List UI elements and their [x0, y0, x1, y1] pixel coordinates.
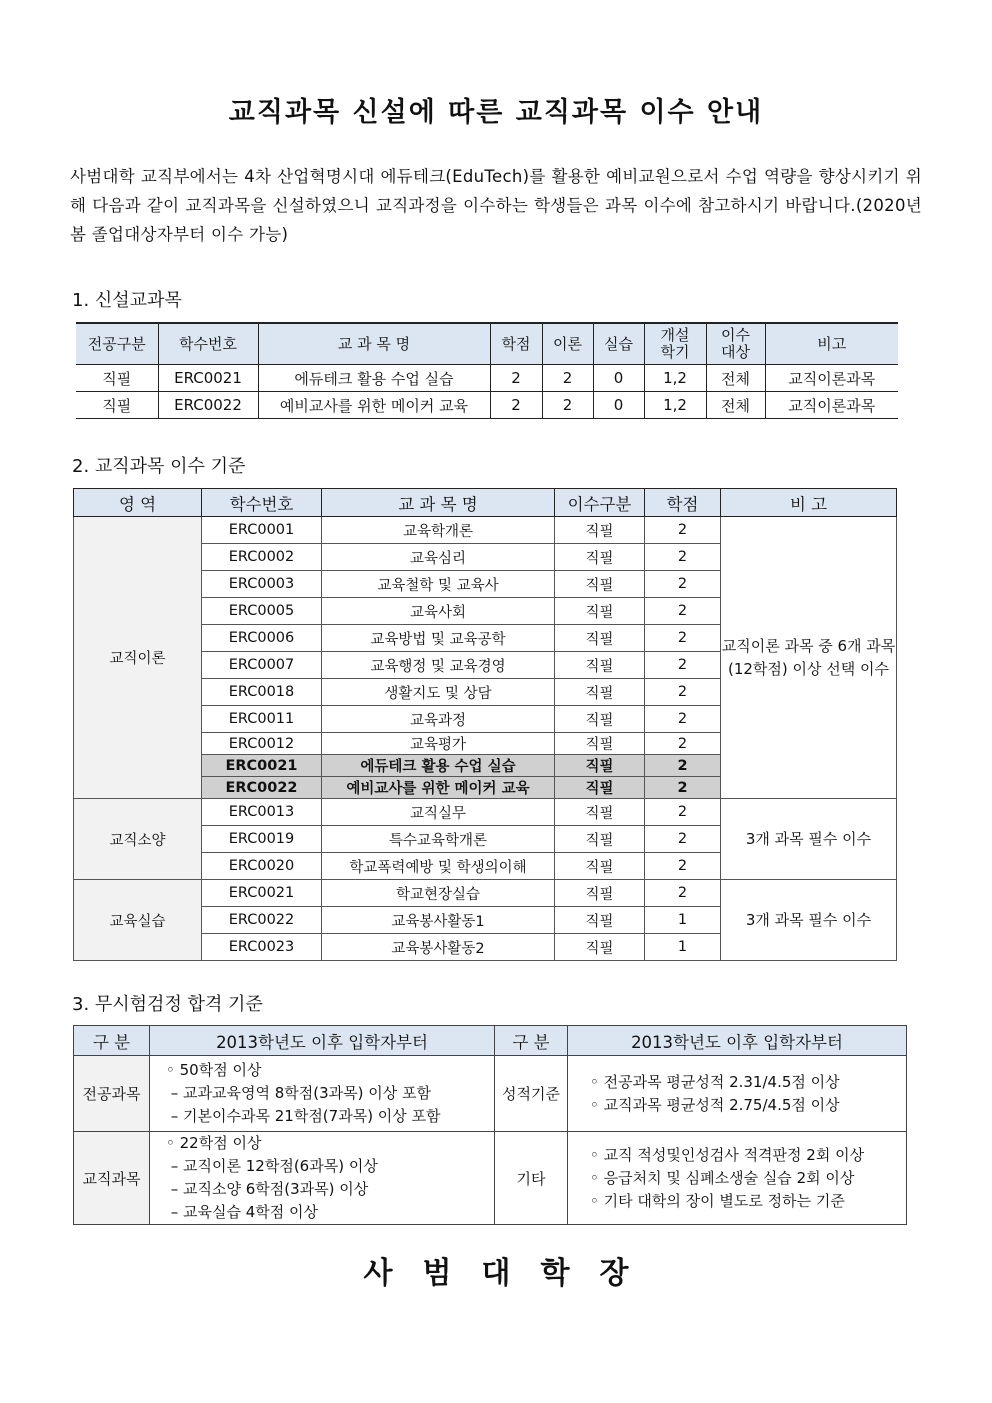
table-cell: 0 — [593, 365, 644, 392]
area-label: 교직이론 — [74, 517, 202, 799]
column-header: 전공구분 — [76, 323, 158, 365]
intro-paragraph: 사범대학 교직부에서는 4차 산업혁명시대 에듀테크(EduTech)를 활용한 예비교원으로서 수업 역량을 향상시키기 위해 다음과 같이 교직과목을 신설하였으니 교직과정을 이수하는 학생들은 과목 이수에 참고하시기 바랍니다.(2020년 봄 졸업대상자부터 이수 가능) — [70, 167, 922, 244]
row-label: 전공과목 — [74, 1056, 150, 1132]
criteria-text — [150, 1056, 495, 1132]
table-cell: ERC0022 — [202, 777, 322, 799]
table-cell: ERC0005 — [202, 598, 322, 625]
criteria-line: – 교과교육영역 8학점(3과목) 이상 포함 — [166, 1084, 431, 1102]
column-header: 학점 — [645, 489, 721, 517]
table-cell: 교육사회 — [322, 598, 555, 625]
table-cell: 1 — [645, 907, 721, 934]
signature: 사범대학장 — [363, 1256, 659, 1291]
table-cell: 2 — [490, 392, 542, 419]
table-cell: ERC0011 — [202, 706, 322, 733]
table-cell: 직필 — [555, 853, 645, 880]
table-cell: 직필 — [555, 733, 645, 755]
table-cell: 1 — [645, 934, 721, 961]
area-label: 교직소양 — [74, 799, 202, 880]
table-cell: 직필 — [555, 706, 645, 733]
table-cell: 2 — [645, 679, 721, 706]
table-cell: 학교폭력예방 및 학생의이해 — [322, 853, 555, 880]
table-cell: 2 — [542, 365, 593, 392]
table-header-row — [74, 489, 897, 517]
table-cell: 학교현장실습 — [322, 880, 555, 907]
section2-heading: 2. 교직과목 이수 기준 — [72, 456, 246, 477]
criteria-line: ◦ 22학점 이상 — [166, 1134, 262, 1152]
criteria-text — [568, 1132, 907, 1225]
table-cell: 2 — [645, 755, 721, 777]
criteria-line: ◦ 50학점 이상 — [166, 1061, 262, 1079]
table-cell: 교육철학 및 교육사 — [322, 571, 555, 598]
table-cell: ERC0002 — [202, 544, 322, 571]
table-cell: 직필 — [555, 598, 645, 625]
table-cell: 교육봉사활동1 — [322, 907, 555, 934]
table-cell: 0 — [593, 392, 644, 419]
table-cell: 교육방법 및 교육공학 — [322, 625, 555, 652]
qualification-criteria-table — [73, 1025, 907, 1225]
table-cell: ERC0006 — [202, 625, 322, 652]
table-cell: 직필 — [76, 392, 158, 419]
table-cell: 직필 — [555, 934, 645, 961]
column-header: 학수번호 — [202, 489, 322, 517]
table-cell: 직필 — [555, 799, 645, 826]
table-cell: 2 — [645, 652, 721, 679]
table-cell: ERC0021 — [202, 880, 322, 907]
table-cell: 2 — [645, 517, 721, 544]
table-cell: 생활지도 및 상담 — [322, 679, 555, 706]
table-cell: 2 — [645, 826, 721, 853]
table-cell: 직필 — [555, 517, 645, 544]
table-cell: ERC0019 — [202, 826, 322, 853]
area-note: 교직이론 과목 중 6개 과목(12학점) 이상 선택 이수 — [721, 517, 897, 799]
table-cell: ERC0001 — [202, 517, 322, 544]
row-label: 성적기준 — [495, 1056, 568, 1132]
table-cell: 1,2 — [644, 392, 706, 419]
table-cell: 2 — [490, 365, 542, 392]
table-cell: ERC0021 — [202, 755, 322, 777]
table-cell: ERC0012 — [202, 733, 322, 755]
column-header: 이론 — [542, 323, 593, 365]
table-cell: ERC0020 — [202, 853, 322, 880]
column-header: 개설 학기 — [644, 323, 706, 365]
table-cell: 2 — [645, 733, 721, 755]
column-header: 2013학년도 이후 입학자부터 — [568, 1026, 907, 1056]
table-cell: 직필 — [555, 544, 645, 571]
table-cell: 직필 — [555, 826, 645, 853]
criteria-line: – 교직소양 6학점(3과목) 이상 — [166, 1180, 369, 1198]
table-cell: 특수교육학개론 — [322, 826, 555, 853]
table-cell: 2 — [645, 571, 721, 598]
table-cell: 2 — [645, 544, 721, 571]
table-cell: ERC0022 — [158, 392, 258, 419]
criteria-line: – 기본이수과목 21학점(7과목) 이상 포함 — [166, 1107, 441, 1125]
table-cell: 에듀테크 활용 수업 실습 — [258, 365, 490, 392]
criteria-line: – 교직이론 12학점(6과목) 이상 — [166, 1157, 378, 1175]
table-cell: ERC0007 — [202, 652, 322, 679]
area-note: 3개 과목 필수 이수 — [721, 799, 897, 880]
table-cell: 직필 — [555, 755, 645, 777]
table-cell: 에듀테크 활용 수업 실습 — [322, 755, 555, 777]
table-row — [74, 517, 897, 544]
column-header: 학점 — [490, 323, 542, 365]
area-note: 3개 과목 필수 이수 — [721, 880, 897, 961]
table-cell: 교육행정 및 교육경영 — [322, 652, 555, 679]
table-cell: 교직실무 — [322, 799, 555, 826]
column-header: 학수번호 — [158, 323, 258, 365]
table-cell: ERC0018 — [202, 679, 322, 706]
table-cell: ERC0023 — [202, 934, 322, 961]
criteria-line: ◦ 전공과목 평균성적 2.31/4.5점 이상 — [590, 1072, 840, 1091]
table-cell: 직필 — [555, 625, 645, 652]
column-header: 2013학년도 이후 입학자부터 — [150, 1026, 495, 1056]
table-cell: 2 — [645, 625, 721, 652]
new-courses-table — [76, 322, 898, 419]
column-header: 이수 대상 — [706, 323, 765, 365]
row-label: 교직과목 — [74, 1132, 150, 1225]
column-header: 구 분 — [495, 1026, 568, 1056]
table-cell: 예비교사를 위한 메이커 교육 — [322, 777, 555, 799]
table-cell: 전체 — [706, 365, 765, 392]
table-row — [74, 799, 897, 826]
table-cell: 교육학개론 — [322, 517, 555, 544]
criteria-text — [568, 1056, 907, 1132]
column-header: 영 역 — [74, 489, 202, 517]
table-cell: 2 — [645, 598, 721, 625]
criteria-line: ◦ 기타 대학의 장이 별도로 정하는 기준 — [590, 1191, 845, 1210]
table-cell: 교직이론과목 — [765, 392, 898, 419]
column-header: 비고 — [765, 323, 898, 365]
section3-heading: 3. 무시험검정 합격 기준 — [72, 994, 263, 1015]
table-header-row — [76, 323, 898, 365]
table-cell: 직필 — [555, 652, 645, 679]
table-cell: 2 — [645, 880, 721, 907]
table-cell: 직필 — [555, 571, 645, 598]
criteria-line: ◦ 교직 적성및인성검사 적격판정 2회 이상 — [590, 1145, 865, 1164]
table-cell: 전체 — [706, 392, 765, 419]
table-row — [74, 880, 897, 907]
criteria-line: ◦ 응급처치 및 심폐소생술 실습 2회 이상 — [590, 1168, 855, 1187]
table-cell: 2 — [645, 799, 721, 826]
column-header: 교 과 목 명 — [322, 489, 555, 517]
table-row — [74, 1056, 907, 1132]
table-cell: 교육봉사활동2 — [322, 934, 555, 961]
table-cell: 직필 — [555, 777, 645, 799]
criteria-text — [150, 1132, 495, 1225]
table-cell: 1,2 — [644, 365, 706, 392]
table-row — [76, 392, 898, 419]
table-cell: 2 — [645, 853, 721, 880]
course-requirements-table — [73, 488, 897, 961]
criteria-line: ◦ 교직과목 평균성적 2.75/4.5점 이상 — [590, 1095, 840, 1114]
table-row — [74, 1132, 907, 1225]
page-title: 교직과목 신설에 따른 교직과목 이수 안내 — [228, 97, 764, 128]
table-cell: 교육과정 — [322, 706, 555, 733]
table-cell: 교육심리 — [322, 544, 555, 571]
table-cell: 2 — [645, 777, 721, 799]
table-cell: 직필 — [555, 907, 645, 934]
table-cell: 2 — [542, 392, 593, 419]
section1-heading: 1. 신설교과목 — [72, 290, 182, 311]
row-label: 기타 — [495, 1132, 568, 1225]
table-cell: 직필 — [555, 679, 645, 706]
area-label: 교육실습 — [74, 880, 202, 961]
table-cell: 예비교사를 위한 메이커 교육 — [258, 392, 490, 419]
column-header: 실습 — [593, 323, 644, 365]
table-row — [76, 365, 898, 392]
table-cell: 직필 — [76, 365, 158, 392]
table-cell: 교직이론과목 — [765, 365, 898, 392]
column-header: 비 고 — [721, 489, 897, 517]
table-cell: ERC0013 — [202, 799, 322, 826]
column-header: 이수구분 — [555, 489, 645, 517]
criteria-line: – 교육실습 4학점 이상 — [166, 1203, 319, 1221]
table-cell: 직필 — [555, 880, 645, 907]
column-header: 구 분 — [74, 1026, 150, 1056]
table-cell: ERC0021 — [158, 365, 258, 392]
table-cell: ERC0003 — [202, 571, 322, 598]
table-cell: 2 — [645, 706, 721, 733]
table-cell: 교육평가 — [322, 733, 555, 755]
table-cell: ERC0022 — [202, 907, 322, 934]
table-header-row — [74, 1026, 907, 1056]
column-header: 교 과 목 명 — [258, 323, 490, 365]
